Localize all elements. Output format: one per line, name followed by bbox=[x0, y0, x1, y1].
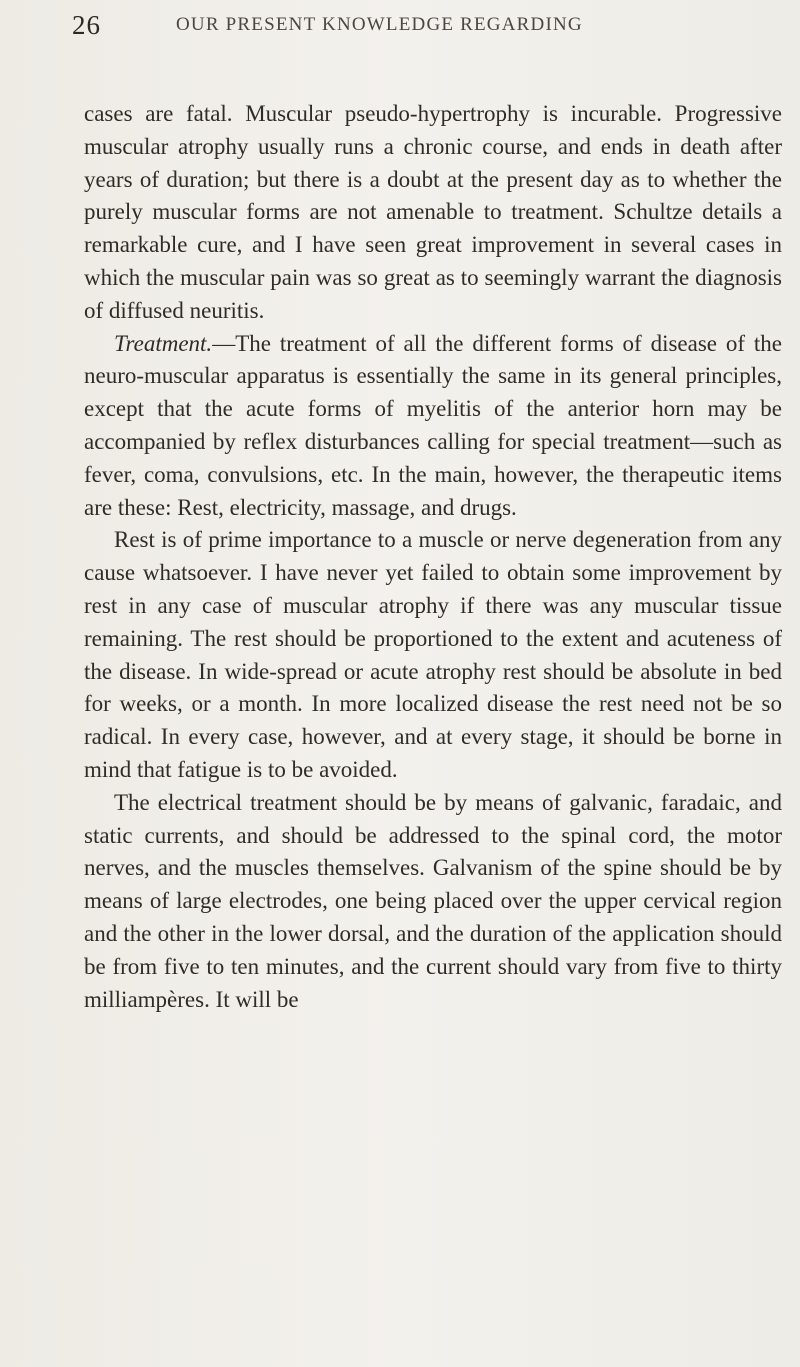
page-number: 26 bbox=[72, 10, 101, 40]
paragraph-text: Rest is of prime importance to a muscle or nerve degeneration from any cause whatsoever. I have never yet failed to obtain some improvement by rest in any case of muscular atrophy if there was any muscular tissue remaining. The rest should be proportioned to the extent and acuteness of the disease. In wide-spread or acute atrophy rest should be absolute in bed for weeks, or a month. In more localized disease the rest need not be so radical. In every case, however, and at every stage, it should be borne in mind that fatigue is to be avoided. bbox=[84, 527, 782, 782]
paragraph-text: The electrical treatment should be by means of galvanic, faradaic, and static currents, and should be addressed to the spinal cord, the motor nerves, and the muscles themselves. Galvanism of the spine should be by means of large electrodes, one being placed over the upper cervical region and the other in the lower dorsal, and the duration of the application should be from five to ten minutes, and the current should vary from five to thirty milliampères. It will be bbox=[84, 789, 782, 1012]
paragraph-electrical bbox=[84, 787, 782, 1017]
section-heading-treatment: Treatment. bbox=[114, 330, 213, 356]
paragraph-treatment bbox=[84, 328, 782, 525]
page-header bbox=[72, 10, 762, 50]
paragraph-text: —The treatment of all the different forms of disease of the neuro-muscular apparatus is essentially the same in its general principles, except that the acute forms of myelitis of the anterior horn may be accompanied by reflex disturbances calling for special treatment—such as fever, coma, convulsions, etc. In the main, however, the therapeutic items are these: Rest, electricity, massage, and drugs. bbox=[84, 330, 782, 520]
paragraph-text: cases are fatal. Muscular pseudo-hypertrophy is incurable. Progressive muscular atrophy usually runs a chronic course, and ends in death after years of duration; but there is a doubt at the present day as to whether the purely muscular forms are not amenable to treatment. Schultze details a remarkable cure, and I have seen great improvement in several cases in which the muscular pain was so great as to seemingly warrant the diagnosis of diffused neuritis. bbox=[84, 101, 782, 323]
running-head: OUR PRESENT KNOWLEDGE REGARDING bbox=[176, 14, 583, 35]
paragraph-rest bbox=[84, 524, 782, 786]
paragraph-prognosis bbox=[84, 98, 782, 328]
body-text bbox=[84, 98, 782, 1016]
